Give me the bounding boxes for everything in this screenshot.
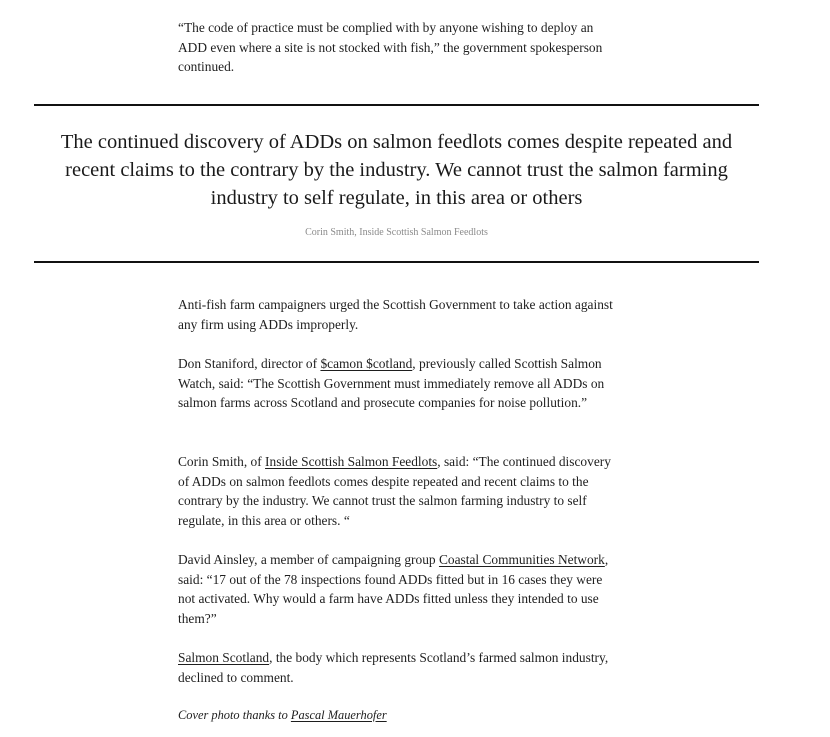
- paragraph-4: [178, 550, 618, 628]
- paragraph-5: [178, 648, 618, 687]
- pullquote-bottom-rule: [34, 261, 759, 263]
- pullquote-top-rule: [34, 104, 759, 106]
- paragraph-text-segment: David Ainsley, a member of campaigning group: [178, 552, 439, 567]
- paragraph-2: [178, 354, 618, 413]
- paragraph-text-segment: , the body which represents Scotland’s farmed salmon industry, declined to comment.: [178, 650, 609, 685]
- photo-credit-label: Cover photo thanks to: [178, 708, 291, 722]
- salmon-scotland-link[interactable]: Salmon Scotland: [178, 650, 270, 665]
- scamon-scotland-link[interactable]: $camon $cotland: [320, 356, 413, 371]
- paragraph-text: [178, 550, 618, 628]
- pullquote-text: The continued discovery of ADDs on salmon feedlots comes despite repeated and recent claims to the contrary by the industry. We cannot trust the salmon farming industry to self regulate, in this area or others: [60, 131, 733, 209]
- pullquote-attribution: Corin Smith, Inside Scottish Salmon Feedlots: [305, 227, 488, 238]
- inside-scottish-salmon-feedlots-link[interactable]: Inside Scottish Salmon Feedlots: [265, 454, 438, 469]
- pullquote: [34, 128, 759, 212]
- photo-credit: [178, 706, 618, 726]
- paragraph-text-segment: , previously called Scottish Salmon Watch, said: “The Scottish Government must immediately remove all ADDs on salmon farms across Scotland and prosecute companies for noise pollution.”: [178, 356, 605, 411]
- photo-credit-text: [178, 706, 618, 726]
- paragraph-3: [178, 452, 618, 530]
- paragraph-text: [178, 452, 618, 530]
- intro-text: “The code of practice must be complied with by anyone wishing to deploy an ADD even where a site is not stocked with fish,” the government spokesperson continued.: [178, 20, 603, 75]
- paragraph-text-segment: Corin Smith, of: [178, 454, 266, 469]
- paragraph-text: Anti-fish farm campaigners urged the Scottish Government to take action against any firm using ADDs improperly.: [178, 297, 613, 332]
- intro-paragraph: [178, 18, 618, 77]
- paragraph-text-segment: , said: “The continued discovery of ADDs on salmon feedlots comes despite repeated and recent claims to the contrary by the industry. We cannot trust the salmon farming industry to self regulate, in this area or others. “: [178, 454, 611, 528]
- paragraph-text: [178, 648, 618, 687]
- paragraph-1: [178, 295, 618, 334]
- coastal-communities-network-link[interactable]: Coastal Communities Network: [438, 552, 605, 567]
- paragraph-text-segment: , said: “17 out of the 78 inspections found ADDs fitted but in 16 cases they were not activated. Why would a farm have ADDs fitted unless they intended to use them?”: [178, 552, 609, 626]
- pascal-mauerhofer-link[interactable]: Pascal Mauerhofer: [290, 708, 387, 722]
- paragraph-text: [178, 354, 618, 413]
- paragraph-text-segment: Don Staniford, director of: [178, 356, 321, 371]
